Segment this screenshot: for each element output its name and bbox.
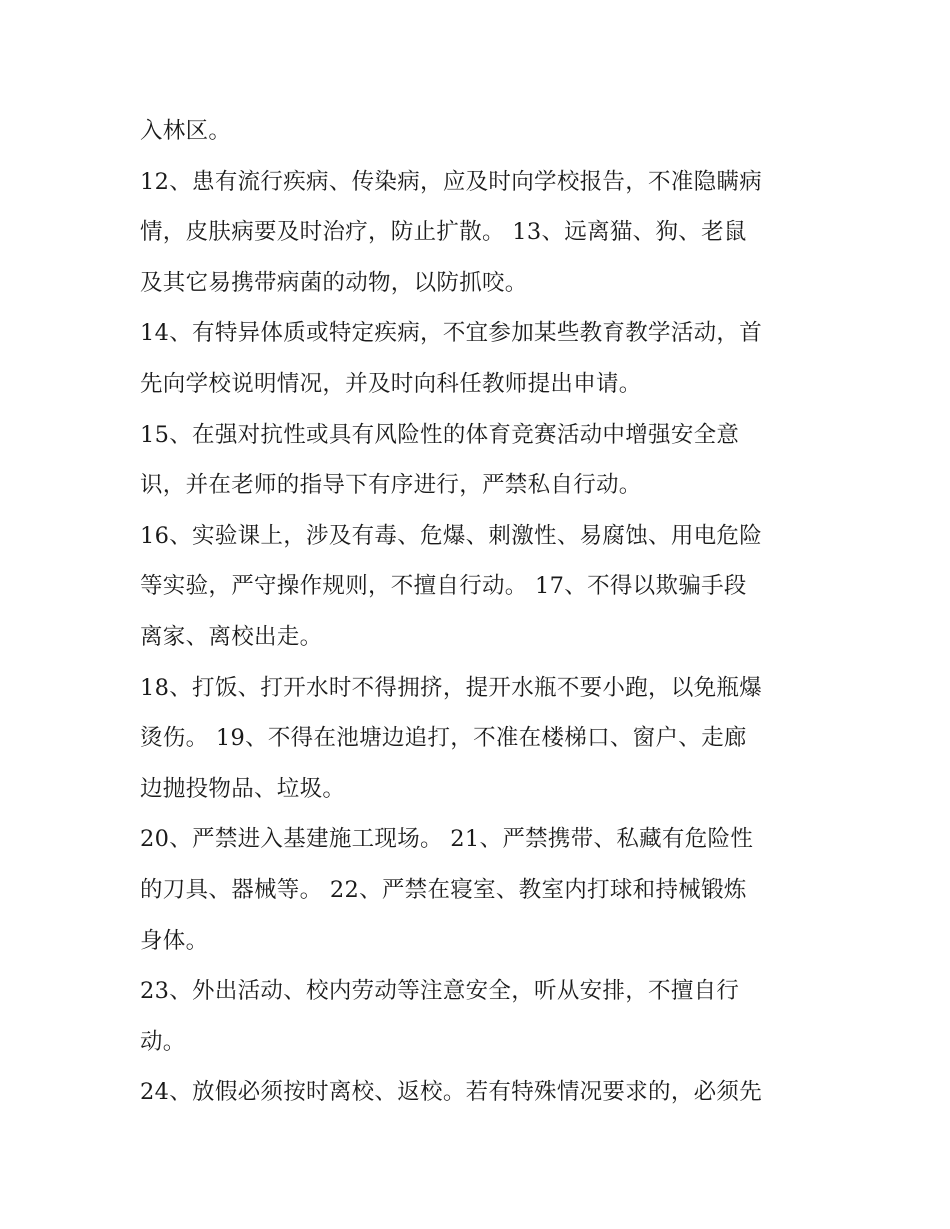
text-line: 识，并在老师的指导下有序进行，严禁私自行动。 [140,472,642,499]
text-line: 离家、离校出走。 [140,623,323,650]
text-line: 及其它易携带病菌的动物，以防抓咬。 [140,269,528,296]
text-line: 的刀具、器械等。 22、严禁在寝室、教室内打球和持械锻炼 [140,876,747,903]
text-line: 动。 [140,1028,186,1055]
text-line: 15、在强对抗性或具有风险性的体育竞赛活动中增强安全意 [140,421,740,448]
text-line: 等实验，严守操作规则，不擅自行动。 17、不得以欺骗手段 [140,573,747,600]
text-line: 16、实验课上，涉及有毒、危爆、刺激性、易腐蚀、用电危险 [140,522,763,549]
text-line: 14、有特异体质或特定疾病，不宜参加某些教育教学活动，首 [140,320,763,347]
text-line: 20、严禁进入基建施工现场。 21、严禁携带、私藏有危险性 [140,826,754,853]
text-line: 身体。 [140,927,209,954]
text-line: 12、患有流行疾病、传染病，应及时向学校报告，不准隐瞒病 [140,168,763,195]
text-line: 情，皮肤病要及时治疗，防止扩散。 13、远离猫、狗、老鼠 [140,219,747,246]
text-line: 18、打饭、打开水时不得拥挤，提开水瓶不要小跑，以免瓶爆 [140,674,763,701]
text-line: 边抛投物品、垃圾。 [140,775,346,802]
document-body [140,106,820,1118]
text-line: 24、放假必须按时离校、返校。若有特殊情况要求的，必须先 [140,1079,763,1106]
text-line: 先向学校说明情况，并及时向科任教师提出申请。 [140,370,642,397]
text-line: 入林区。 [140,118,232,144]
text-line: 烫伤。 19、不得在池塘边追打，不准在楼梯口、窗户、走廊 [140,725,747,752]
text-line: 23、外出活动、校内劳动等注意安全，听从安排，不擅自行 [140,978,740,1005]
